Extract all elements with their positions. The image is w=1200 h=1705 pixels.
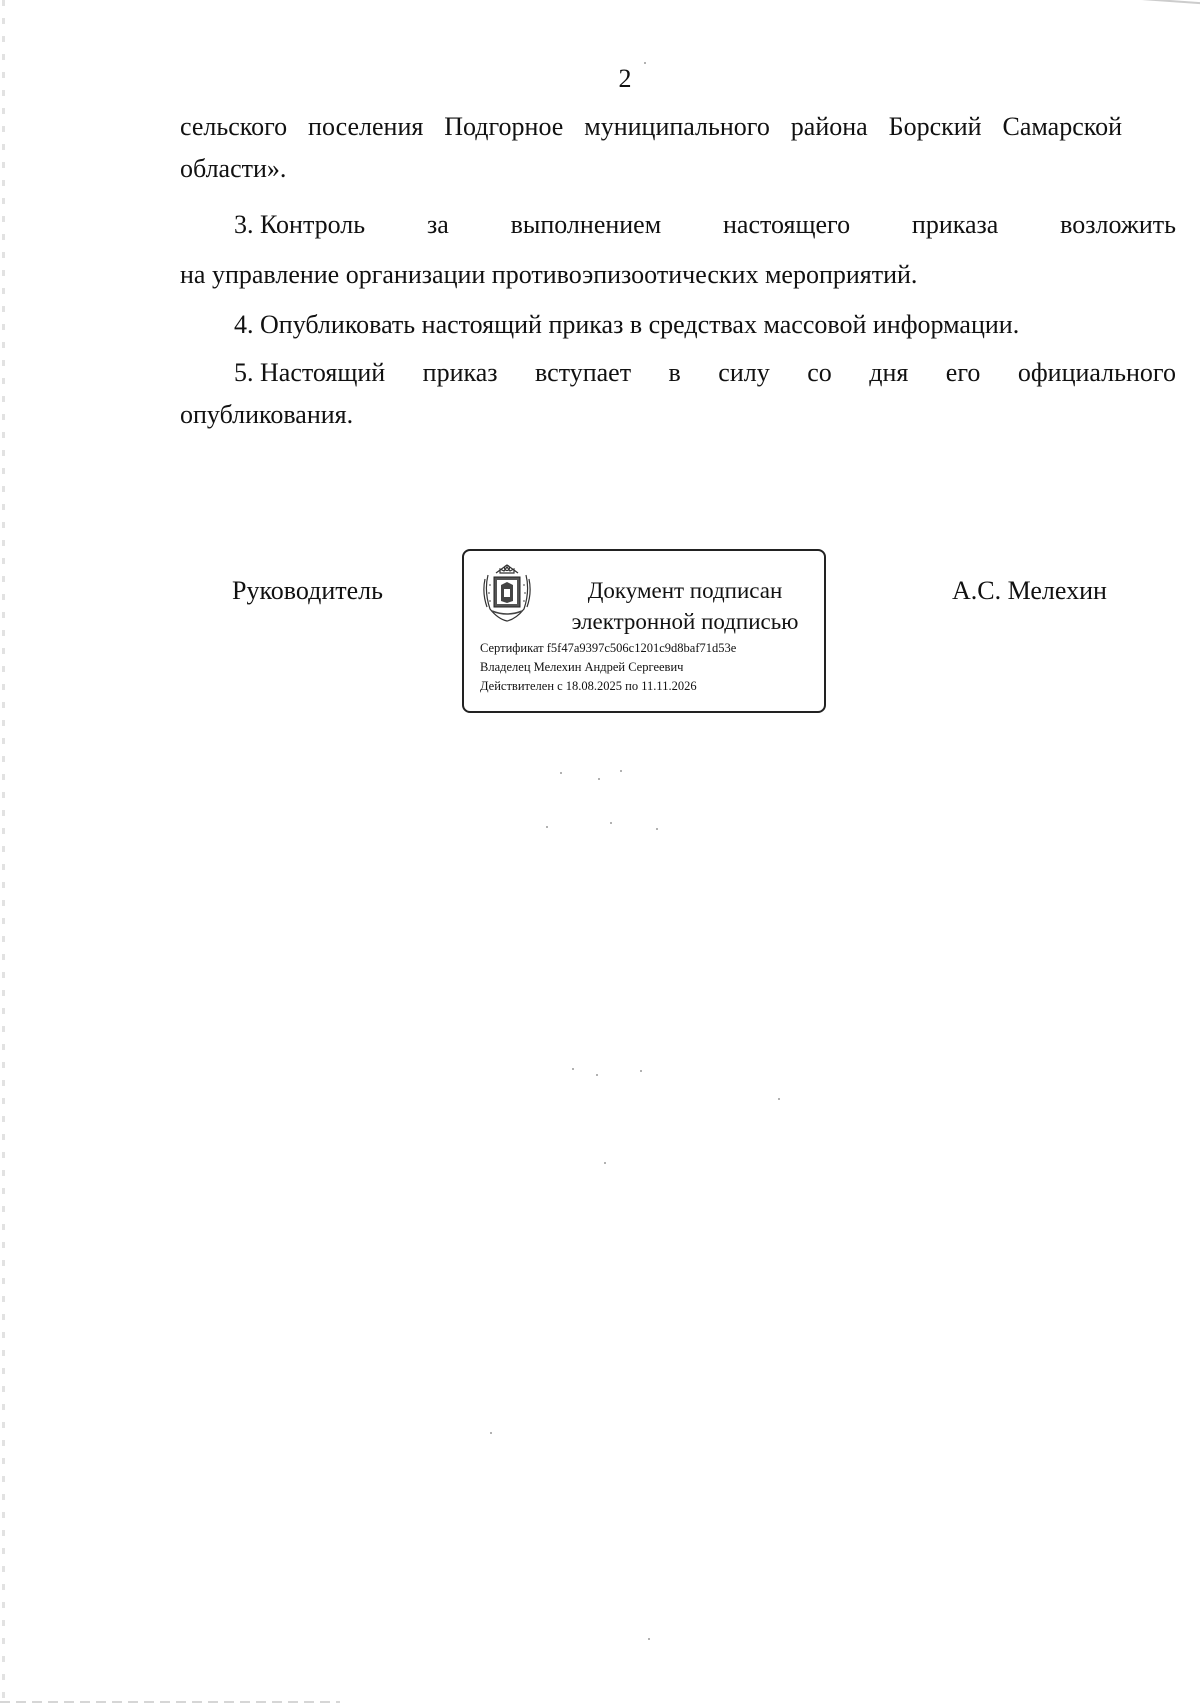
item-3-word: выполнением	[510, 210, 662, 239]
scan-edge-left	[2, 0, 5, 1705]
stamp-title-line2: электронной подписью	[571, 609, 799, 634]
item-3-word: настоящего	[723, 210, 851, 239]
scan-speck	[596, 1074, 598, 1076]
scan-edge-corner	[1140, 0, 1200, 12]
page-number: 2	[618, 64, 632, 93]
stamp-owner: Владелец Мелехин Андрей Сергеевич	[480, 660, 684, 674]
item-3-word: 3. Контроль	[234, 210, 366, 239]
item-5-word: приказ	[422, 358, 498, 387]
stamp-certificate: Сертификат f5f47a9397c506c1201c9d8baf71d53e	[480, 641, 737, 655]
paragraph-continuation-line2: области».	[180, 154, 287, 183]
item-5-word: вступает	[535, 358, 632, 387]
item-3-word: возложить	[1060, 210, 1176, 239]
scan-edge-bottom	[0, 1701, 340, 1703]
item-5-word: дня	[869, 358, 909, 387]
samara-region-coat-of-arms-icon	[482, 561, 532, 623]
scan-speck	[640, 1070, 642, 1072]
item-3-line1	[180, 204, 1176, 246]
signatory-position: Руководитель	[232, 576, 383, 605]
item-5-line2: опубликования.	[180, 400, 354, 429]
item-3-word: приказа	[911, 210, 999, 239]
stamp-validity: Действителен с 18.08.2025 по 11.11.2026	[480, 679, 697, 693]
stamp-title	[560, 575, 810, 637]
scan-speck	[778, 1098, 780, 1100]
item-5-word: силу	[718, 358, 770, 387]
item-3-line2: на управление организации противоэпизоотических мероприятий.	[180, 260, 918, 289]
item-5-word: в	[668, 358, 681, 387]
scan-speck	[604, 1162, 606, 1164]
scan-speck	[610, 822, 612, 824]
item-5-line1	[180, 352, 1176, 394]
scan-speck	[598, 778, 600, 780]
scan-speck	[656, 828, 658, 830]
item-3-word: за	[426, 210, 449, 239]
stamp-title-line1: Документ подписан	[587, 578, 783, 603]
item-5-word: 5. Настоящий	[234, 358, 386, 387]
stamp-details	[480, 639, 736, 696]
scan-speck	[620, 770, 622, 772]
scan-speck	[572, 1068, 574, 1070]
item-5-word: его	[945, 358, 981, 387]
scan-speck	[546, 826, 548, 828]
scan-speck	[490, 1432, 492, 1434]
paragraph-continuation-line1: сельского поселения Подгорное муниципального района Борский Самарской	[180, 112, 1122, 141]
item-5-word: официального	[1017, 358, 1176, 387]
item-5-word: со	[807, 358, 832, 387]
item-4: 4. Опубликовать настоящий приказ в средствах массовой информации.	[234, 310, 1020, 339]
scan-speck	[648, 1638, 650, 1640]
signatory-name: А.С. Мелехин	[952, 576, 1107, 605]
electronic-signature-stamp	[462, 549, 826, 713]
scan-speck	[560, 772, 562, 774]
